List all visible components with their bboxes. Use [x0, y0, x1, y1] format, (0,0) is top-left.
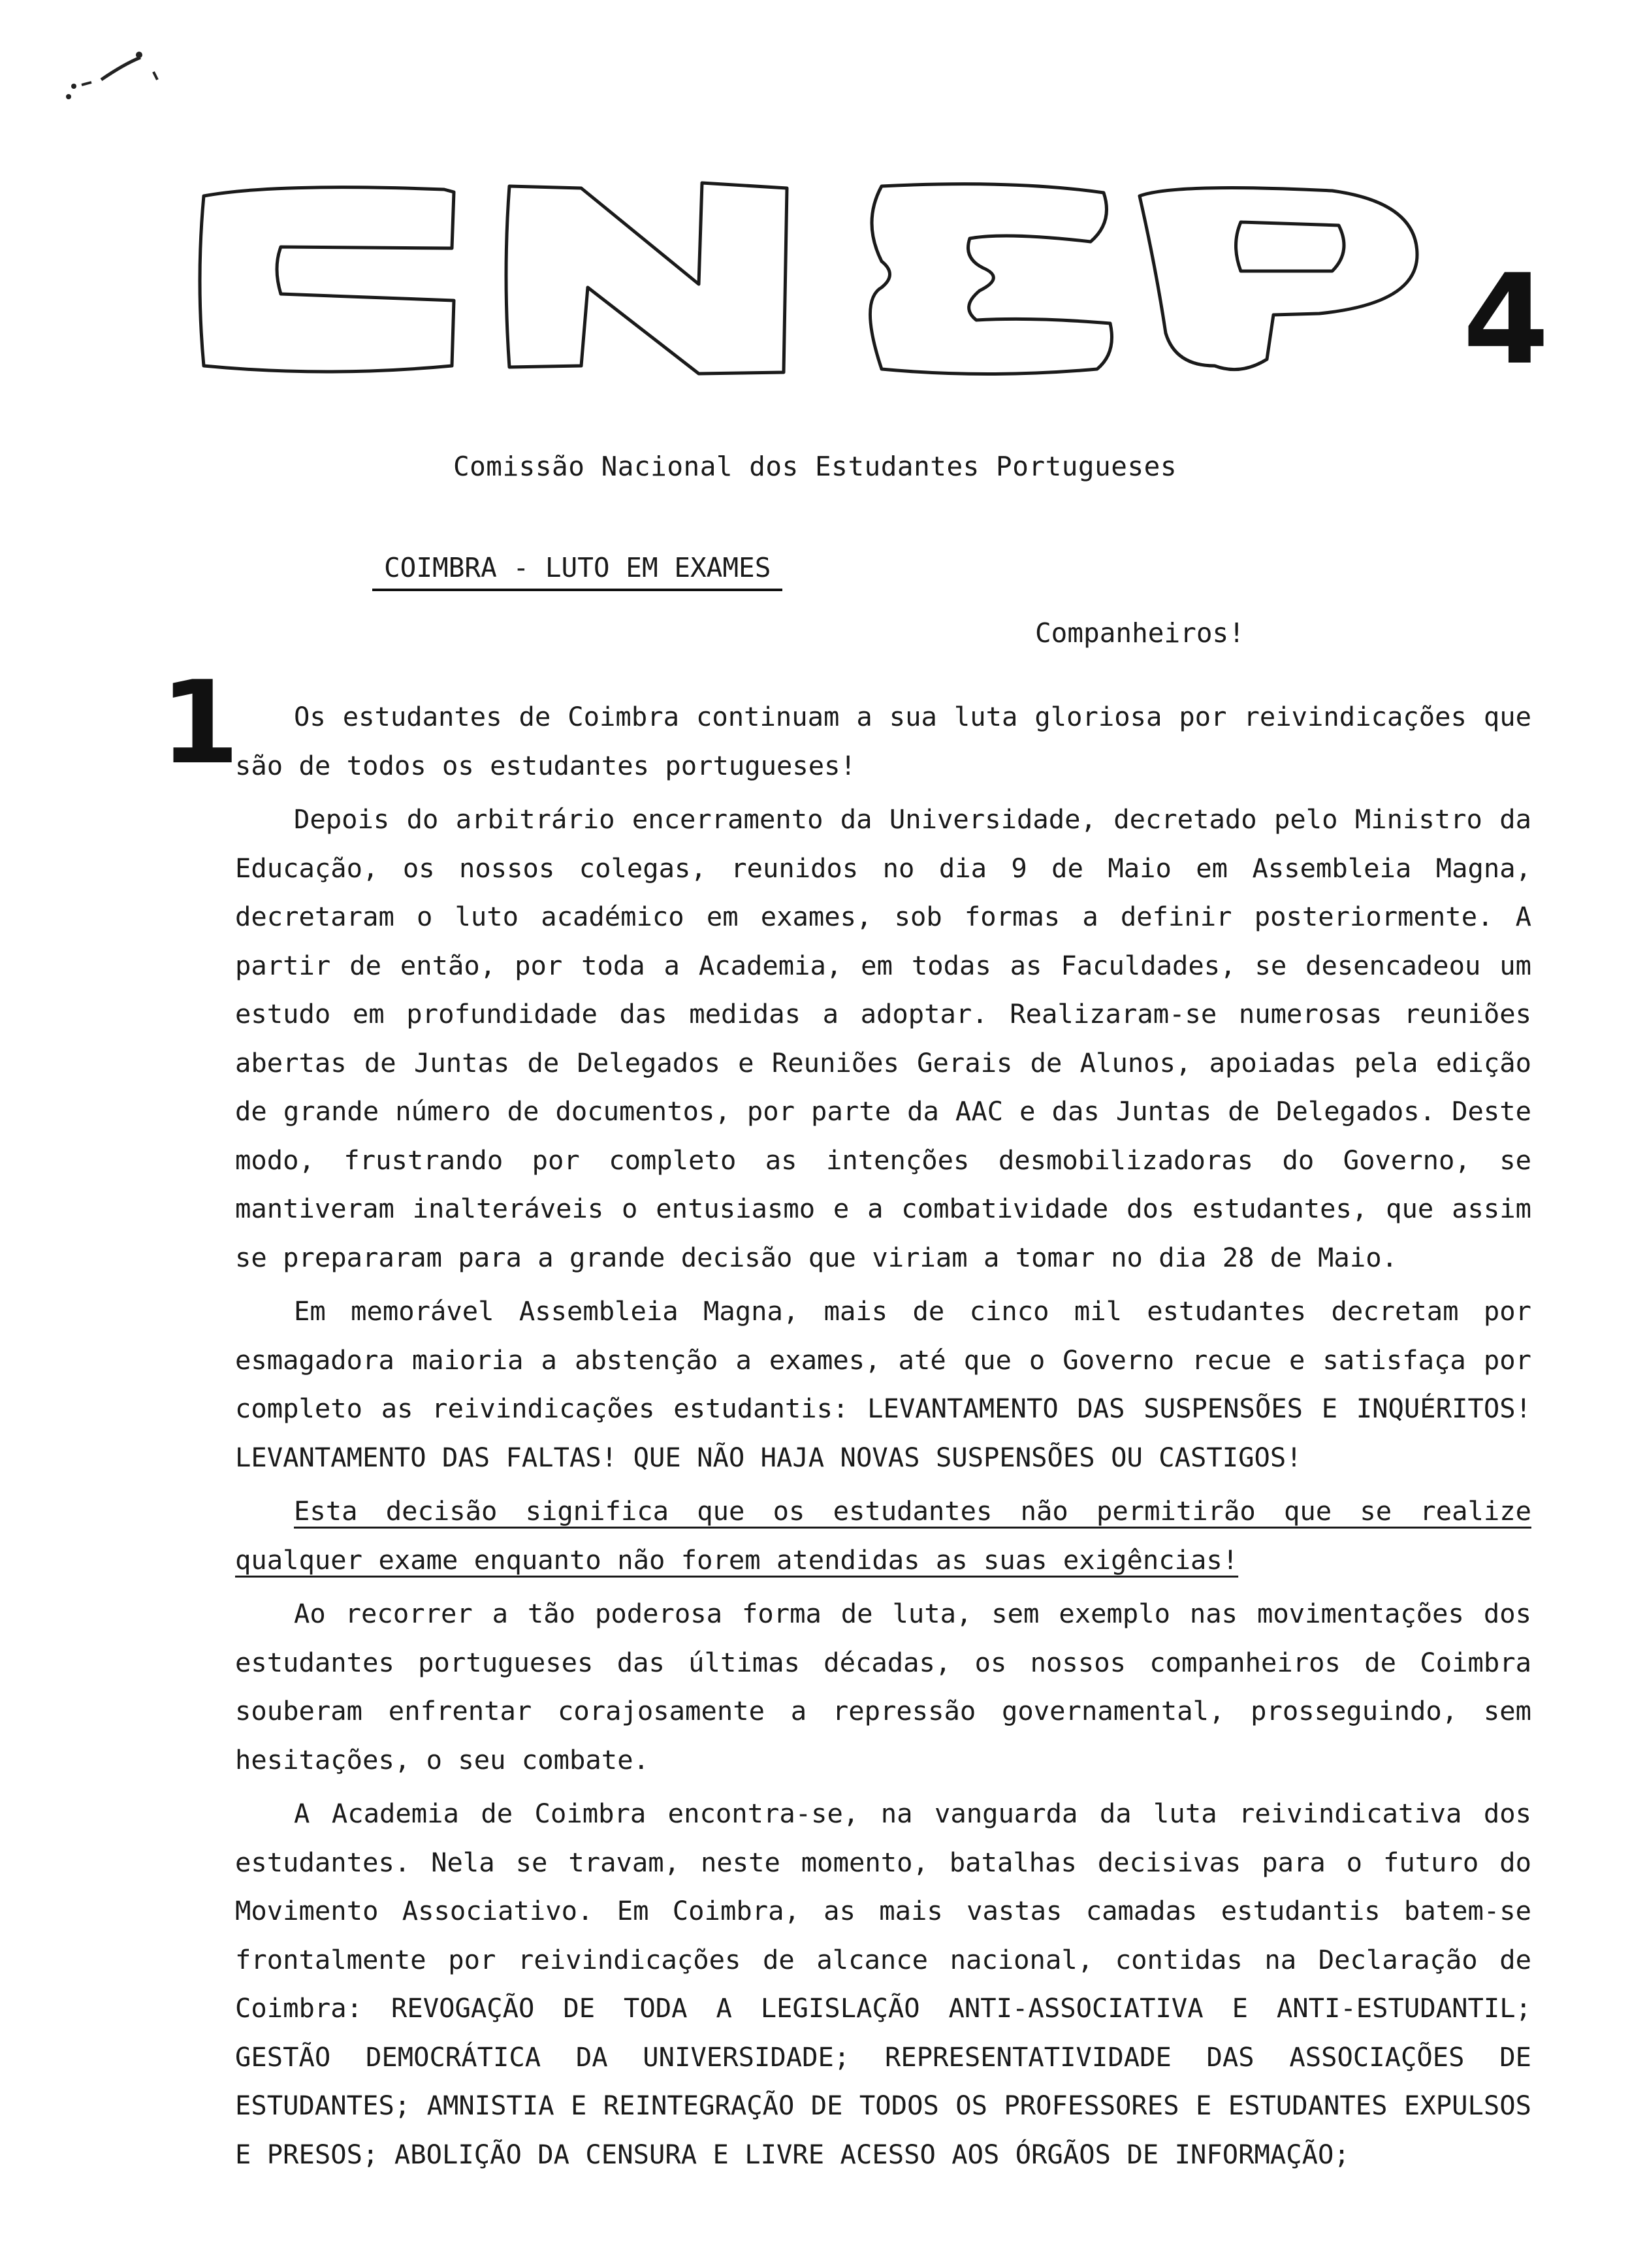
- logo-letter-n: [506, 183, 787, 374]
- logo-letter-e: [871, 184, 1112, 374]
- paragraph-5: Ao recorrer a tão poderosa forma de luta, sem exemplo nas movimentações dos estudantes portugueses das últimas décadas, os nossos companheiros de Coimbra souberam enfrentar corajosamente a repressão governamental, prosseguindo, sem hesitações, o seu combate.: [235, 1598, 1531, 1775]
- page-number: 4: [1463, 248, 1550, 392]
- salutation: Companheiros!: [1035, 617, 1245, 649]
- logo-letter-p: [1140, 188, 1417, 370]
- paragraph-1: Os estudantes de Coimbra continuam a sua luta gloriosa por reivindicações que são de todos os estudantes portugueses!: [235, 701, 1531, 781]
- paragraph-3: Em memorável Assembleia Magna, mais de cinco mil estudantes decretam por esmagadora maioria a abstenção a exames, até que o Governo recue e satisfaça por completo as reivindicações estudantis: LEVANTAMENTO DAS SUSPENSÕES E INQUÉRITOS! LEVANTAMENTO DAS FALTAS! QUE NÃO HAJA NOVAS SUSPENSÕES OU CASTIGOS!: [235, 1295, 1531, 1473]
- logo-letter-p-counter: [1236, 222, 1345, 271]
- paragraph-6: A Academia de Coimbra encontra-se, na vanguarda da luta reivindicativa dos estudantes. Nela se travam, neste momento, batalhas decisivas para o futuro do Movimento Associativo. Em Coimbra, as mais vastas camadas estudantis batem-se frontalmente por reivindicações de alcance nacional, contidas na Declaração de Coimbra: REVOGAÇÃO DE TODA A LEGISLAÇÃO ANTI-ASSOCIATIVA E ANTI-ESTUDANTIL; GESTÃO DEMOCRÁTICA DA UNIVERSIDADE; REPRESENTATIVIDADE DAS ASSOCIAÇÕES DE ESTUDANTES; AMNISTIA E REINTEGRAÇÃO DE TODOS OS PROFESSORES E ESTUDANTES EXPULSOS E PRESOS; ABOLIÇÃO DA CENSURA E LIVRE ACESSO AOS ÓRGÃOS DE INFORMAÇÃO;: [235, 1798, 1531, 2170]
- corner-scribble-mark: [62, 46, 180, 111]
- body-text: [235, 692, 1531, 2184]
- margin-section-number: 1: [160, 657, 240, 790]
- paragraph-4: Esta decisão significa que os estudantes não permitirão que se realize qualquer exame enquanto não forem atendidas as suas exigências!: [235, 1495, 1531, 1576]
- document-heading: COIMBRA - LUTO EM EXAMES: [372, 552, 782, 591]
- paragraph-2: Depois do arbitrário encerramento da Universidade, decretado pelo Ministro da Educação, os nossos colegas, reunidos no dia 9 de Maio em Assembleia Magna, decretaram o luto académico em exames, sob formas a definir posteriormente. A partir de então, por toda a Academia, em todas as Faculdades, se desencadeou um estudo em profundidade das medidas a adoptar. Realizaram-se numerosas reuniões abertas de Juntas de Delegados e Reuniões Gerais de Alunos, apoiadas pela edição de grande número de documentos, por parte da AAC e das Juntas de Delegados. Deste modo, frustrando por completo as intenções desmobilizadoras do Governo, se mantiveram inalteráveis o entusiasmo e a combatividade dos estudantes, que assim se prepararam para a grande decisão que viriam a tomar no dia 28 de Maio.: [235, 803, 1531, 1273]
- organization-subtitle: Comissão Nacional dos Estudantes Portugueses: [453, 451, 1177, 482]
- cnep-logo: [196, 170, 1424, 385]
- logo-letter-c: [200, 187, 454, 372]
